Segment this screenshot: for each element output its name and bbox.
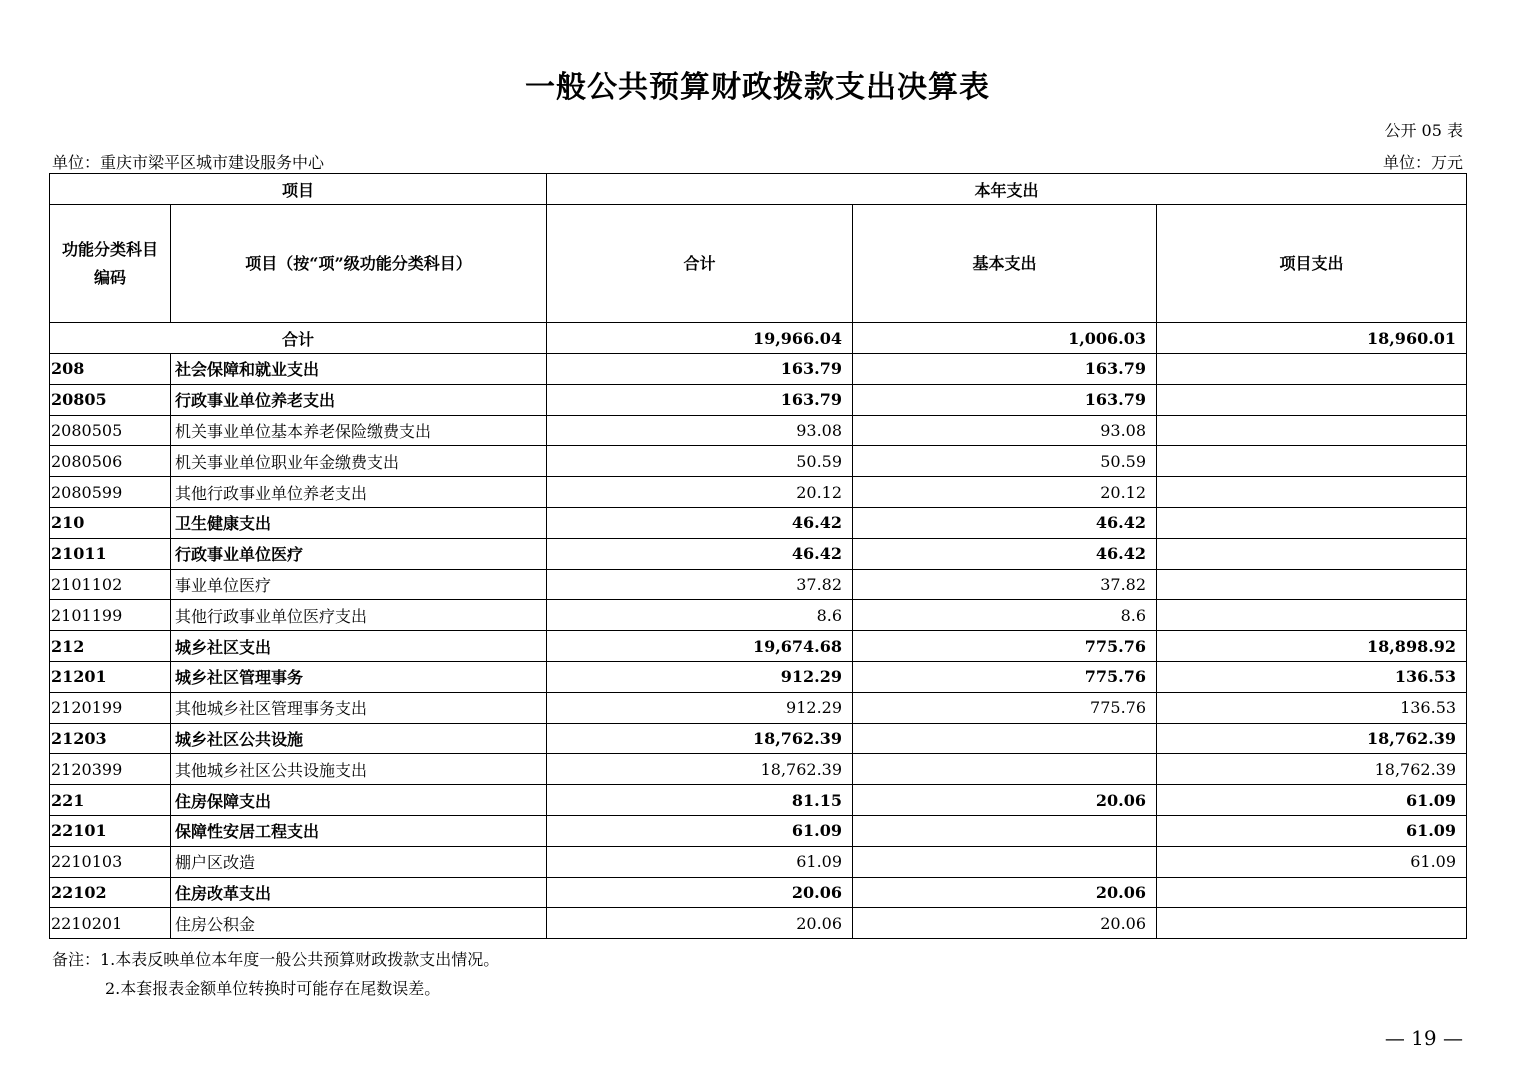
row-code: 2101102 <box>50 569 171 600</box>
note-1: 备注：1.本表反映单位本年度一般公共预算财政拨款支出情况。 <box>52 950 500 969</box>
row-basic: 37.82 <box>853 569 1157 600</box>
row-basic: 20.06 <box>853 785 1157 816</box>
row-project <box>1157 908 1467 939</box>
row-code: 221 <box>50 785 171 816</box>
row-name: 城乡社区公共设施 <box>171 723 547 754</box>
row-code: 2120199 <box>50 692 171 723</box>
row-total: 46.42 <box>547 538 853 569</box>
row-basic: 20.12 <box>853 477 1157 508</box>
row-basic: 775.76 <box>853 661 1157 692</box>
row-project: 18,762.39 <box>1157 723 1467 754</box>
row-basic: 46.42 <box>853 507 1157 538</box>
row-name: 住房改革支出 <box>171 877 547 908</box>
row-name: 保障性安居工程支出 <box>171 815 547 846</box>
row-basic: 50.59 <box>853 446 1157 477</box>
row-name: 棚户区改造 <box>171 846 547 877</box>
total-basic: 1,006.03 <box>853 323 1157 354</box>
total-project: 18,960.01 <box>1157 323 1467 354</box>
row-total: 912.29 <box>547 692 853 723</box>
row-name: 城乡社区管理事务 <box>171 661 547 692</box>
table-row <box>50 661 1467 692</box>
row-project <box>1157 477 1467 508</box>
table-row <box>50 446 1467 477</box>
row-name: 机关事业单位职业年金缴费支出 <box>171 446 547 477</box>
form-number: 公开 05 表 <box>1384 121 1463 140</box>
row-total: 20.06 <box>547 908 853 939</box>
row-code: 22101 <box>50 815 171 846</box>
row-project <box>1157 507 1467 538</box>
table-row <box>50 600 1467 631</box>
row-basic <box>853 846 1157 877</box>
row-name: 行政事业单位养老支出 <box>171 384 547 415</box>
table-row <box>50 846 1467 877</box>
header-row-columns <box>50 205 1467 323</box>
row-name: 其他行政事业单位医疗支出 <box>171 600 547 631</box>
row-basic: 46.42 <box>853 538 1157 569</box>
row-code: 2080505 <box>50 415 171 446</box>
row-total: 50.59 <box>547 446 853 477</box>
total-row <box>50 323 1467 354</box>
row-total: 8.6 <box>547 600 853 631</box>
table-row <box>50 384 1467 415</box>
table-row <box>50 815 1467 846</box>
row-project <box>1157 538 1467 569</box>
currency-unit: 单位：万元 <box>1382 153 1463 172</box>
row-project <box>1157 877 1467 908</box>
row-code: 21201 <box>50 661 171 692</box>
row-name: 其他城乡社区公共设施支出 <box>171 754 547 785</box>
unit-label: 单位：重庆市梁平区城市建设服务中心 <box>52 153 325 172</box>
row-total: 46.42 <box>547 507 853 538</box>
row-project: 61.09 <box>1157 846 1467 877</box>
row-name: 其他城乡社区管理事务支出 <box>171 692 547 723</box>
row-code: 2210103 <box>50 846 171 877</box>
row-project: 136.53 <box>1157 661 1467 692</box>
row-name: 机关事业单位基本养老保险缴费支出 <box>171 415 547 446</box>
row-basic: 20.06 <box>853 877 1157 908</box>
table-row <box>50 569 1467 600</box>
row-basic: 775.76 <box>853 692 1157 723</box>
table-row <box>50 692 1467 723</box>
row-basic <box>853 754 1157 785</box>
row-name: 行政事业单位医疗 <box>171 538 547 569</box>
row-name: 卫生健康支出 <box>171 507 547 538</box>
row-project <box>1157 354 1467 385</box>
table-row <box>50 507 1467 538</box>
header-basic: 基本支出 <box>853 205 1157 323</box>
table-row <box>50 538 1467 569</box>
row-project <box>1157 415 1467 446</box>
row-code: 2120399 <box>50 754 171 785</box>
row-code: 2080599 <box>50 477 171 508</box>
row-code: 21203 <box>50 723 171 754</box>
row-basic: 20.06 <box>853 908 1157 939</box>
header-code: 功能分类科目 编码 <box>50 205 171 323</box>
row-name: 住房保障支出 <box>171 785 547 816</box>
row-name: 住房公积金 <box>171 908 547 939</box>
row-name: 其他行政事业单位养老支出 <box>171 477 547 508</box>
table-row <box>50 723 1467 754</box>
row-code: 208 <box>50 354 171 385</box>
row-basic <box>853 723 1157 754</box>
row-basic: 93.08 <box>853 415 1157 446</box>
note-2: 2.本套报表金额单位转换时可能存在尾数误差。 <box>105 979 441 998</box>
row-project <box>1157 600 1467 631</box>
row-total: 163.79 <box>547 384 853 415</box>
row-project: 136.53 <box>1157 692 1467 723</box>
row-project: 18,898.92 <box>1157 631 1467 662</box>
row-total: 61.09 <box>547 815 853 846</box>
row-name: 城乡社区支出 <box>171 631 547 662</box>
table-row <box>50 877 1467 908</box>
row-project <box>1157 384 1467 415</box>
row-code: 210 <box>50 507 171 538</box>
row-code: 2080506 <box>50 446 171 477</box>
row-basic: 775.76 <box>853 631 1157 662</box>
table-row <box>50 908 1467 939</box>
page-number: — 19 — <box>1384 1026 1463 1050</box>
table-row <box>50 631 1467 662</box>
table-row <box>50 785 1467 816</box>
row-total: 37.82 <box>547 569 853 600</box>
row-code: 20805 <box>50 384 171 415</box>
row-code: 212 <box>50 631 171 662</box>
row-basic: 8.6 <box>853 600 1157 631</box>
header-project: 项目 <box>50 174 547 205</box>
header-item: 项目（按“项”级功能分类科目） <box>171 205 547 323</box>
row-total: 20.06 <box>547 877 853 908</box>
row-code: 22102 <box>50 877 171 908</box>
row-total: 19,674.68 <box>547 631 853 662</box>
header-row-top <box>50 174 1467 205</box>
header-project-expenditure: 项目支出 <box>1157 205 1467 323</box>
table-row <box>50 477 1467 508</box>
row-name: 社会保障和就业支出 <box>171 354 547 385</box>
row-total: 93.08 <box>547 415 853 446</box>
row-name: 事业单位医疗 <box>171 569 547 600</box>
expenditure-table <box>49 173 1467 939</box>
row-total: 18,762.39 <box>547 754 853 785</box>
row-project: 18,762.39 <box>1157 754 1467 785</box>
row-total: 20.12 <box>547 477 853 508</box>
row-project: 61.09 <box>1157 785 1467 816</box>
notes <box>52 945 499 1003</box>
row-code: 2210201 <box>50 908 171 939</box>
row-total: 61.09 <box>547 846 853 877</box>
row-total: 163.79 <box>547 354 853 385</box>
row-project <box>1157 569 1467 600</box>
table-row <box>50 354 1467 385</box>
row-project: 61.09 <box>1157 815 1467 846</box>
row-basic <box>853 815 1157 846</box>
row-basic: 163.79 <box>853 384 1157 415</box>
row-code: 2101199 <box>50 600 171 631</box>
row-total: 18,762.39 <box>547 723 853 754</box>
header-current-year: 本年支出 <box>547 174 1467 205</box>
total-label: 合计 <box>50 323 547 354</box>
table-row <box>50 415 1467 446</box>
row-basic: 163.79 <box>853 354 1157 385</box>
total-sum: 19,966.04 <box>547 323 853 354</box>
header-total: 合计 <box>547 205 853 323</box>
row-total: 912.29 <box>547 661 853 692</box>
row-project <box>1157 446 1467 477</box>
row-total: 81.15 <box>547 785 853 816</box>
page-title: 一般公共预算财政拨款支出决算表 <box>525 70 990 105</box>
row-code: 21011 <box>50 538 171 569</box>
table-row <box>50 754 1467 785</box>
